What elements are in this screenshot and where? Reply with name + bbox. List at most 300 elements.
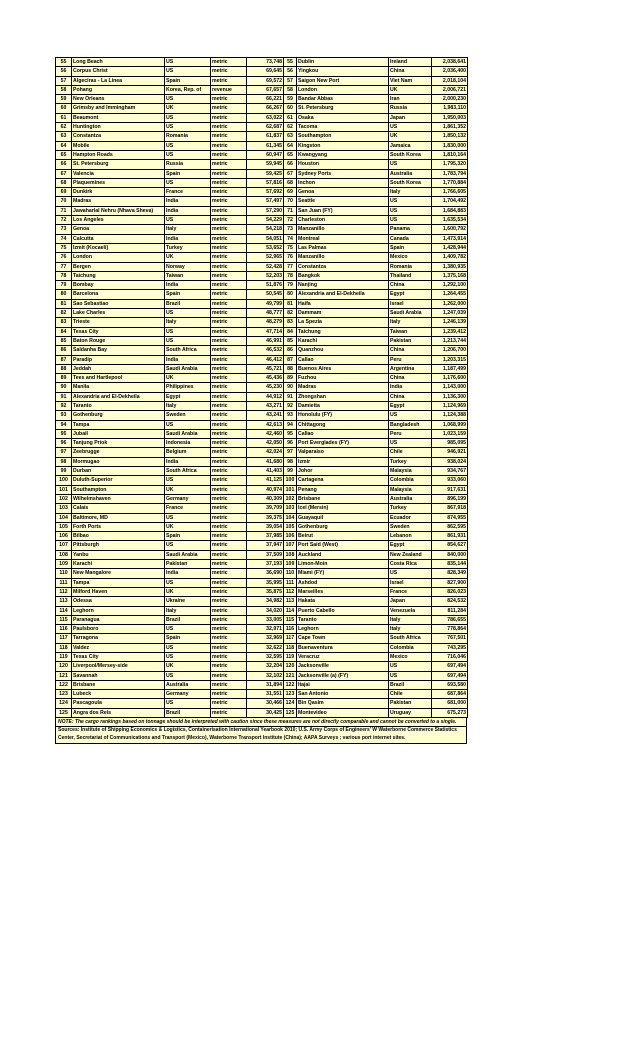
country-container-cell: UK: [389, 85, 432, 94]
country-container-cell: Thailand: [389, 271, 432, 280]
teu-cell: 743,295: [432, 643, 468, 652]
port-container-cell: Manzanillo: [297, 253, 389, 262]
tonnage-cell: 62,687: [247, 123, 284, 132]
country-cargo-cell: Germany: [165, 494, 211, 503]
country-container-cell: Pakistan: [389, 336, 432, 345]
measure-cell: metric: [211, 253, 247, 262]
country-cargo-cell: US: [165, 123, 211, 132]
measure-cell: metric: [211, 206, 247, 215]
country-container-cell: China: [389, 281, 432, 290]
teu-cell: 1,262,000: [432, 299, 468, 308]
measure-cell: metric: [211, 76, 247, 85]
rank-container-cell: 71: [284, 206, 297, 215]
country-container-cell: France: [389, 587, 432, 596]
country-cargo-cell: US: [165, 216, 211, 225]
tonnage-cell: 34,982: [247, 597, 284, 606]
teu-cell: 1,810,164: [432, 150, 468, 159]
teu-cell: 933,060: [432, 476, 468, 485]
teu-cell: 1,600,792: [432, 225, 468, 234]
country-container-cell: Spain: [389, 243, 432, 252]
rank-container-cell: 106: [284, 532, 297, 541]
tonnage-cell: 37,193: [247, 560, 284, 569]
teu-cell: 1,023,159: [432, 429, 468, 438]
port-container-cell: Tacoma: [297, 123, 389, 132]
rank-container-cell: 79: [284, 281, 297, 290]
tonnage-cell: 39,709: [247, 504, 284, 513]
measure-cell: metric: [211, 615, 247, 624]
measure-cell: metric: [211, 225, 247, 234]
country-cargo-cell: UK: [165, 253, 211, 262]
table-row: [56, 504, 468, 513]
tonnage-cell: 47,714: [247, 327, 284, 336]
teu-cell: 938,024: [432, 457, 468, 466]
teu-cell: 767,501: [432, 634, 468, 643]
port-container-cell: La Spezia: [297, 318, 389, 327]
rank-container-cell: 122: [284, 680, 297, 689]
measure-cell: metric: [211, 58, 247, 67]
teu-cell: 946,921: [432, 448, 468, 457]
measure-cell: metric: [211, 262, 247, 271]
port-cargo-cell: Taranto: [72, 401, 165, 410]
measure-cell: metric: [211, 411, 247, 420]
rank-container-cell: 70: [284, 197, 297, 206]
tonnage-cell: 69,645: [247, 67, 284, 76]
measure-cell: metric: [211, 634, 247, 643]
port-container-cell: Taichung: [297, 327, 389, 336]
table-row: [56, 615, 468, 624]
country-container-cell: India: [389, 383, 432, 392]
measure-cell: metric: [211, 271, 247, 280]
teu-cell: 874,955: [432, 513, 468, 522]
rank-cargo-cell: 92: [56, 401, 72, 410]
tonnage-cell: 32,102: [247, 671, 284, 680]
table-row: [56, 420, 468, 429]
country-container-cell: Ireland: [389, 58, 432, 67]
port-cargo-cell: Pittsburgh: [72, 541, 165, 550]
teu-cell: 687,864: [432, 690, 468, 699]
rank-container-cell: 61: [284, 113, 297, 122]
port-container-cell: Southampton: [297, 132, 389, 141]
port-container-cell: Bandar Abbas: [297, 95, 389, 104]
rank-container-cell: 56: [284, 67, 297, 76]
teu-cell: 778,864: [432, 625, 468, 634]
tonnage-cell: 41,403: [247, 467, 284, 476]
port-container-cell: Buenaventura: [297, 643, 389, 652]
tonnage-cell: 36,690: [247, 569, 284, 578]
tonnage-cell: 46,412: [247, 355, 284, 364]
tonnage-cell: 73,748: [247, 58, 284, 67]
port-container-cell: Beirut: [297, 532, 389, 541]
port-container-cell: Puerto Cabello: [297, 606, 389, 615]
country-cargo-cell: Brazil: [165, 615, 211, 624]
country-container-cell: Egypt: [389, 541, 432, 550]
measure-cell: metric: [211, 578, 247, 587]
table-row: [56, 485, 468, 494]
port-container-cell: Damietta: [297, 401, 389, 410]
rank-cargo-cell: 113: [56, 597, 72, 606]
rank-cargo-cell: 99: [56, 467, 72, 476]
measure-cell: metric: [211, 541, 247, 550]
tonnage-cell: 51,876: [247, 281, 284, 290]
country-cargo-cell: US: [165, 58, 211, 67]
rank-container-cell: 105: [284, 522, 297, 531]
tonnage-cell: 30,466: [247, 699, 284, 708]
table-row: [56, 429, 468, 438]
measure-cell: metric: [211, 336, 247, 345]
rank-cargo-cell: 123: [56, 690, 72, 699]
table-row: [56, 309, 468, 318]
rank-cargo-cell: 115: [56, 615, 72, 624]
rank-cargo-cell: 120: [56, 662, 72, 671]
country-container-cell: Peru: [389, 355, 432, 364]
country-container-cell: Malaysia: [389, 467, 432, 476]
rank-cargo-cell: 81: [56, 299, 72, 308]
table-note: NOTE: The cargo rankings based on tonnage should be interpreted with caution since these measures are not directly comparable and cannot be converted to a single.: [55, 718, 467, 727]
table-row: [56, 569, 468, 578]
rank-container-cell: 59: [284, 95, 297, 104]
teu-cell: 1,473,914: [432, 234, 468, 243]
country-cargo-cell: US: [165, 513, 211, 522]
rank-container-cell: 93: [284, 411, 297, 420]
country-container-cell: Uruguay: [389, 708, 432, 717]
teu-cell: 1,264,455: [432, 290, 468, 299]
country-container-cell: US: [389, 123, 432, 132]
teu-cell: 1,203,315: [432, 355, 468, 364]
country-container-cell: Saudi Arabia: [389, 309, 432, 318]
measure-cell: metric: [211, 401, 247, 410]
tonnage-cell: 43,241: [247, 411, 284, 420]
rank-container-cell: 111: [284, 578, 297, 587]
teu-cell: 835,144: [432, 560, 468, 569]
table-row: [56, 364, 468, 373]
port-container-cell: Ashdod: [297, 578, 389, 587]
tonnage-cell: 57,692: [247, 188, 284, 197]
teu-cell: 697,494: [432, 662, 468, 671]
country-cargo-cell: Saudi Arabia: [165, 364, 211, 373]
tonnage-cell: 37,509: [247, 550, 284, 559]
tonnage-cell: 42,460: [247, 429, 284, 438]
tonnage-cell: 30,425: [247, 708, 284, 717]
port-container-cell: Yingkou: [297, 67, 389, 76]
measure-cell: metric: [211, 234, 247, 243]
country-container-cell: Peru: [389, 429, 432, 438]
table-row: [56, 123, 468, 132]
teu-cell: 681,000: [432, 699, 468, 708]
port-container-cell: Inchon: [297, 178, 389, 187]
tonnage-cell: 42,613: [247, 420, 284, 429]
teu-cell: 2,006,721: [432, 85, 468, 94]
measure-cell: metric: [211, 457, 247, 466]
table-row: [56, 690, 468, 699]
tonnage-cell: 60,947: [247, 150, 284, 159]
measure-cell: metric: [211, 150, 247, 159]
table-row: [56, 141, 468, 150]
tonnage-cell: 49,799: [247, 299, 284, 308]
tonnage-cell: 43,271: [247, 401, 284, 410]
rank-cargo-cell: 56: [56, 67, 72, 76]
country-cargo-cell: Italy: [165, 401, 211, 410]
measure-cell: metric: [211, 141, 247, 150]
country-container-cell: US: [389, 439, 432, 448]
tonnage-cell: 37,947: [247, 541, 284, 550]
port-cargo-cell: Taichung: [72, 271, 165, 280]
port-container-cell: Jacksonville: [297, 662, 389, 671]
port-cargo-cell: Dunkirk: [72, 188, 165, 197]
country-cargo-cell: Turkey: [165, 243, 211, 252]
country-container-cell: Canada: [389, 234, 432, 243]
port-container-cell: Kingston: [297, 141, 389, 150]
rank-container-cell: 86: [284, 346, 297, 355]
rank-container-cell: 98: [284, 457, 297, 466]
rank-container-cell: 123: [284, 690, 297, 699]
rank-cargo-cell: 112: [56, 587, 72, 596]
table-row: [56, 67, 468, 76]
tonnage-cell: 52,203: [247, 271, 284, 280]
tonnage-cell: 35,995: [247, 578, 284, 587]
rank-container-cell: 87: [284, 355, 297, 364]
tonnage-cell: 34,020: [247, 606, 284, 615]
measure-cell: metric: [211, 132, 247, 141]
teu-cell: 1,187,499: [432, 364, 468, 373]
rank-cargo-cell: 55: [56, 58, 72, 67]
country-container-cell: Iran: [389, 95, 432, 104]
port-container-cell: Cartagena: [297, 476, 389, 485]
port-cargo-cell: Duluth-Superior: [72, 476, 165, 485]
port-container-cell: Valparaiso: [297, 448, 389, 457]
port-cargo-cell: Long Beach: [72, 58, 165, 67]
teu-cell: 985,095: [432, 439, 468, 448]
measure-cell: metric: [211, 429, 247, 438]
port-cargo-cell: Izmit (Kocaeli): [72, 243, 165, 252]
rank-container-cell: 101: [284, 485, 297, 494]
table-row: [56, 336, 468, 345]
table-body: [56, 58, 468, 718]
teu-cell: 828,349: [432, 569, 468, 578]
measure-cell: metric: [211, 439, 247, 448]
teu-cell: 786,655: [432, 615, 468, 624]
port-cargo-cell: Tarragona: [72, 634, 165, 643]
port-cargo-cell: Bilbao: [72, 532, 165, 541]
rank-cargo-cell: 107: [56, 541, 72, 550]
table-row: [56, 513, 468, 522]
port-cargo-cell: Leghorn: [72, 606, 165, 615]
table-row: [56, 290, 468, 299]
country-cargo-cell: Philippines: [165, 383, 211, 392]
teu-cell: 1,409,782: [432, 253, 468, 262]
rank-cargo-cell: 70: [56, 197, 72, 206]
port-cargo-cell: Barcelona: [72, 290, 165, 299]
port-cargo-cell: Bombay: [72, 281, 165, 290]
port-container-cell: Limon-Moin: [297, 560, 389, 569]
rank-container-cell: 121: [284, 671, 297, 680]
rank-cargo-cell: 94: [56, 420, 72, 429]
rank-cargo-cell: 59: [56, 95, 72, 104]
country-cargo-cell: Indonesia: [165, 439, 211, 448]
port-container-cell: San Antonio: [297, 690, 389, 699]
teu-cell: 1,143,000: [432, 383, 468, 392]
country-container-cell: Italy: [389, 188, 432, 197]
port-container-cell: Taranto: [297, 615, 389, 624]
table-row: [56, 262, 468, 271]
tonnage-cell: 45,230: [247, 383, 284, 392]
teu-cell: 1,861,352: [432, 123, 468, 132]
rank-container-cell: 120: [284, 662, 297, 671]
table-row: [56, 643, 468, 652]
rank-container-cell: 100: [284, 476, 297, 485]
table-row: [56, 206, 468, 215]
country-container-cell: Japan: [389, 113, 432, 122]
rank-cargo-cell: 83: [56, 318, 72, 327]
rank-container-cell: 90: [284, 383, 297, 392]
country-container-cell: Malaysia: [389, 485, 432, 494]
port-container-cell: Kwangyang: [297, 150, 389, 159]
country-cargo-cell: India: [165, 355, 211, 364]
measure-cell: metric: [211, 708, 247, 717]
port-cargo-cell: London: [72, 253, 165, 262]
country-container-cell: Romania: [389, 262, 432, 271]
port-cargo-cell: Lubeck: [72, 690, 165, 699]
country-cargo-cell: Brazil: [165, 708, 211, 717]
teu-cell: 1,983,110: [432, 104, 468, 113]
table-row: [56, 178, 468, 187]
table-row: [56, 606, 468, 615]
country-container-cell: South Korea: [389, 150, 432, 159]
country-container-cell: Taiwan: [389, 327, 432, 336]
port-cargo-cell: Constantza: [72, 132, 165, 141]
country-cargo-cell: Saudi Arabia: [165, 429, 211, 438]
rank-container-cell: 55: [284, 58, 297, 67]
table-row: [56, 374, 468, 383]
country-container-cell: Japan: [389, 597, 432, 606]
tonnage-cell: 48,777: [247, 309, 284, 318]
tonnage-cell: 31,551: [247, 690, 284, 699]
country-cargo-cell: South Africa: [165, 467, 211, 476]
port-container-cell: Port Everglades (FY): [297, 439, 389, 448]
rank-cargo-cell: 60: [56, 104, 72, 113]
port-cargo-cell: Mobile: [72, 141, 165, 150]
port-container-cell: Bangkok: [297, 271, 389, 280]
teu-cell: 896,199: [432, 494, 468, 503]
port-cargo-cell: New Mangalore: [72, 569, 165, 578]
port-cargo-cell: Jeddah: [72, 364, 165, 373]
table-row: [56, 216, 468, 225]
tonnage-cell: 32,969: [247, 634, 284, 643]
country-container-cell: South Africa: [389, 634, 432, 643]
port-cargo-cell: Beaumont: [72, 113, 165, 122]
port-cargo-cell: Huntington: [72, 123, 165, 132]
country-cargo-cell: UK: [165, 485, 211, 494]
table-row: [56, 476, 468, 485]
teu-cell: 1,246,139: [432, 318, 468, 327]
port-container-cell: Leghorn: [297, 625, 389, 634]
port-container-cell: Jacksonville (a) (FY): [297, 671, 389, 680]
port-container-cell: Montreal: [297, 234, 389, 243]
port-container-cell: Johor: [297, 467, 389, 476]
rank-container-cell: 73: [284, 225, 297, 234]
teu-cell: 1,830,000: [432, 141, 468, 150]
country-container-cell: US: [389, 662, 432, 671]
country-cargo-cell: US: [165, 420, 211, 429]
country-container-cell: US: [389, 197, 432, 206]
rank-container-cell: 108: [284, 550, 297, 559]
measure-cell: metric: [211, 123, 247, 132]
rank-cargo-cell: 73: [56, 225, 72, 234]
table-row: [56, 188, 468, 197]
measure-cell: metric: [211, 420, 247, 429]
measure-cell: metric: [211, 643, 247, 652]
measure-cell: metric: [211, 299, 247, 308]
teu-cell: 1,766,605: [432, 188, 468, 197]
measure-cell: revenue: [211, 85, 247, 94]
country-container-cell: Venezuela: [389, 606, 432, 615]
country-cargo-cell: India: [165, 569, 211, 578]
country-container-cell: Israel: [389, 578, 432, 587]
teu-cell: 1,292,100: [432, 281, 468, 290]
teu-cell: 1,635,534: [432, 216, 468, 225]
teu-cell: 1,704,492: [432, 197, 468, 206]
table-row: [56, 113, 468, 122]
tonnage-cell: 32,622: [247, 643, 284, 652]
country-container-cell: Costa Rica: [389, 560, 432, 569]
country-cargo-cell: Russia: [165, 160, 211, 169]
measure-cell: metric: [211, 216, 247, 225]
port-container-cell: Quanzhou: [297, 346, 389, 355]
country-container-cell: Panama: [389, 225, 432, 234]
rank-container-cell: 88: [284, 364, 297, 373]
rank-cargo-cell: 104: [56, 513, 72, 522]
country-container-cell: Lebanon: [389, 532, 432, 541]
country-cargo-cell: Brazil: [165, 299, 211, 308]
rank-container-cell: 112: [284, 587, 297, 596]
measure-cell: metric: [211, 383, 247, 392]
rank-container-cell: 68: [284, 178, 297, 187]
tonnage-cell: 63,022: [247, 113, 284, 122]
port-container-cell: Alexandria and El-Dekheila: [297, 290, 389, 299]
measure-cell: metric: [211, 290, 247, 299]
rank-cargo-cell: 58: [56, 85, 72, 94]
measure-cell: metric: [211, 318, 247, 327]
rank-container-cell: 119: [284, 653, 297, 662]
country-cargo-cell: UK: [165, 374, 211, 383]
table-row: [56, 522, 468, 531]
rank-cargo-cell: 82: [56, 309, 72, 318]
port-cargo-cell: Los Angeles: [72, 216, 165, 225]
table-row: [56, 234, 468, 243]
port-cargo-cell: Baltimore, MD: [72, 513, 165, 522]
country-container-cell: UK: [389, 132, 432, 141]
rank-cargo-cell: 71: [56, 206, 72, 215]
tonnage-cell: 35,875: [247, 587, 284, 596]
tonnage-cell: 32,204: [247, 662, 284, 671]
port-container-cell: Constantza: [297, 262, 389, 271]
teu-cell: 934,767: [432, 467, 468, 476]
country-cargo-cell: Egypt: [165, 392, 211, 401]
measure-cell: metric: [211, 392, 247, 401]
tonnage-cell: 40,974: [247, 485, 284, 494]
table-row: [56, 253, 468, 262]
tonnage-cell: 67,657: [247, 85, 284, 94]
rank-cargo-cell: 108: [56, 550, 72, 559]
country-cargo-cell: Ukraine: [165, 597, 211, 606]
country-cargo-cell: US: [165, 336, 211, 345]
rank-container-cell: 84: [284, 327, 297, 336]
rank-container-cell: 118: [284, 643, 297, 652]
measure-cell: metric: [211, 587, 247, 596]
port-cargo-cell: Plaquemines: [72, 178, 165, 187]
country-cargo-cell: Saudi Arabia: [165, 550, 211, 559]
rank-cargo-cell: 95: [56, 429, 72, 438]
port-cargo-cell: Saldanha Bay: [72, 346, 165, 355]
